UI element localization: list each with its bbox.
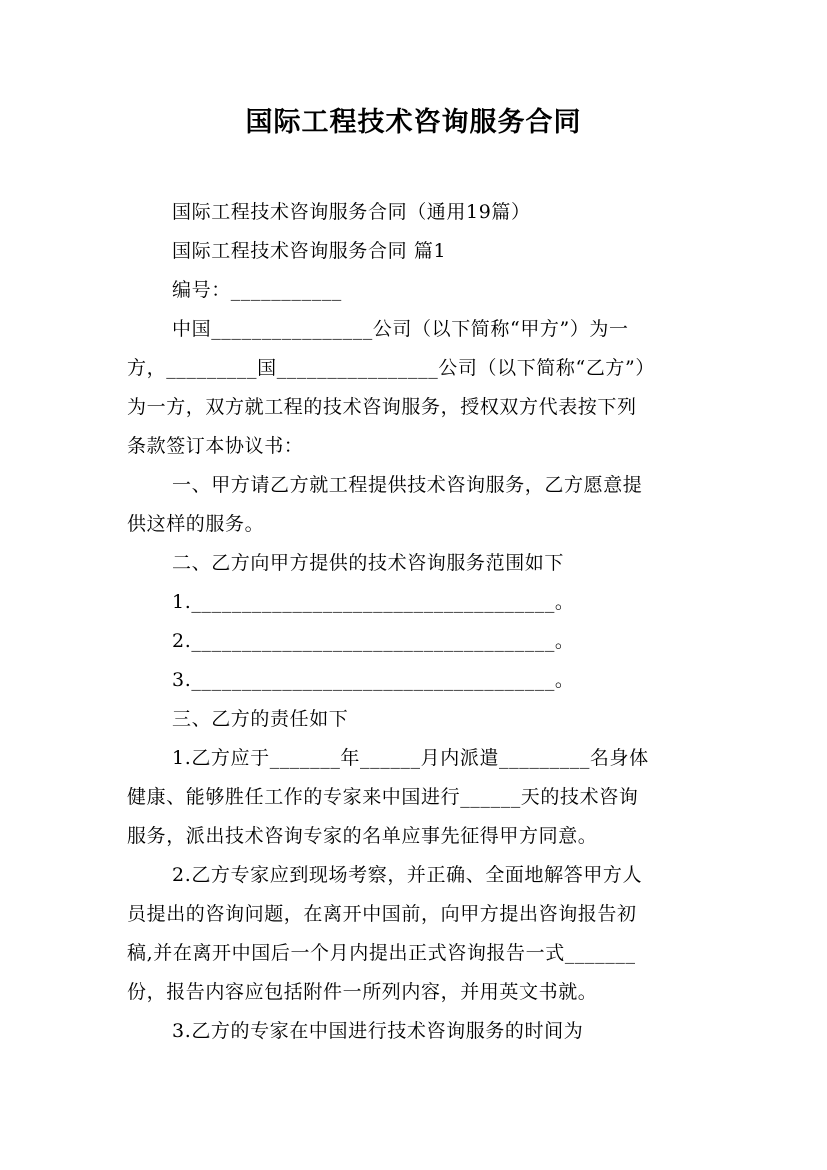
paragraph-line: 一、甲方请乙方就工程提供技术咨询服务，乙方愿意提: [172, 474, 643, 496]
list-item: 1.____________________________________。: [172, 591, 575, 613]
list-item: 3.____________________________________。: [172, 669, 575, 691]
paragraph-line: 稿,并在离开中国后一个月内提出正式咨询报告一式_______: [127, 942, 636, 964]
paragraph-line: 中国________________公司（以下简称“甲方”）为一: [172, 318, 629, 340]
paragraph-line: 国际工程技术咨询服务合同（通用19篇）: [172, 201, 531, 223]
list-item: 2.____________________________________。: [172, 630, 575, 652]
paragraph-line: 条款签订本协议书：: [127, 435, 304, 457]
paragraph-line: 3.乙方的专家在中国进行技术咨询服务的时间为: [172, 1020, 584, 1042]
section-heading: 三、乙方的责任如下: [172, 708, 349, 730]
paragraph-line: 员提出的咨询问题，在离开中国前，向甲方提出咨询报告初: [127, 903, 637, 925]
paragraph-line: 供这样的服务。: [127, 513, 265, 535]
paragraph-line: 为一方，双方就工程的技术咨询服务，授权双方代表按下列: [127, 396, 637, 418]
paragraph-line: 服务，派出技术咨询专家的名单应事先征得甲方同意。: [127, 825, 598, 847]
paragraph-line: 2.乙方专家应到现场考察，并正确、全面地解答甲方人: [172, 864, 643, 886]
paragraph-line: 1.乙方应于_______年______月内派遣_________名身体: [172, 747, 649, 769]
paragraph-line: 健康、能够胜任工作的专家来中国进行______天的技术咨询: [127, 786, 639, 808]
document-title: 国际工程技术咨询服务合同: [245, 107, 582, 138]
paragraph-line: 编号：___________: [172, 279, 342, 301]
paragraph-line: 国际工程技术咨询服务合同 篇1: [172, 240, 447, 262]
paragraph-line: 二、乙方向甲方提供的技术咨询服务范围如下: [172, 552, 565, 574]
paragraph-line: 份，报告内容应包括附件一所列内容，并用英文书就。: [127, 981, 598, 1003]
paragraph-line: 方，_________国________________公司（以下简称“乙方”）: [127, 357, 655, 379]
